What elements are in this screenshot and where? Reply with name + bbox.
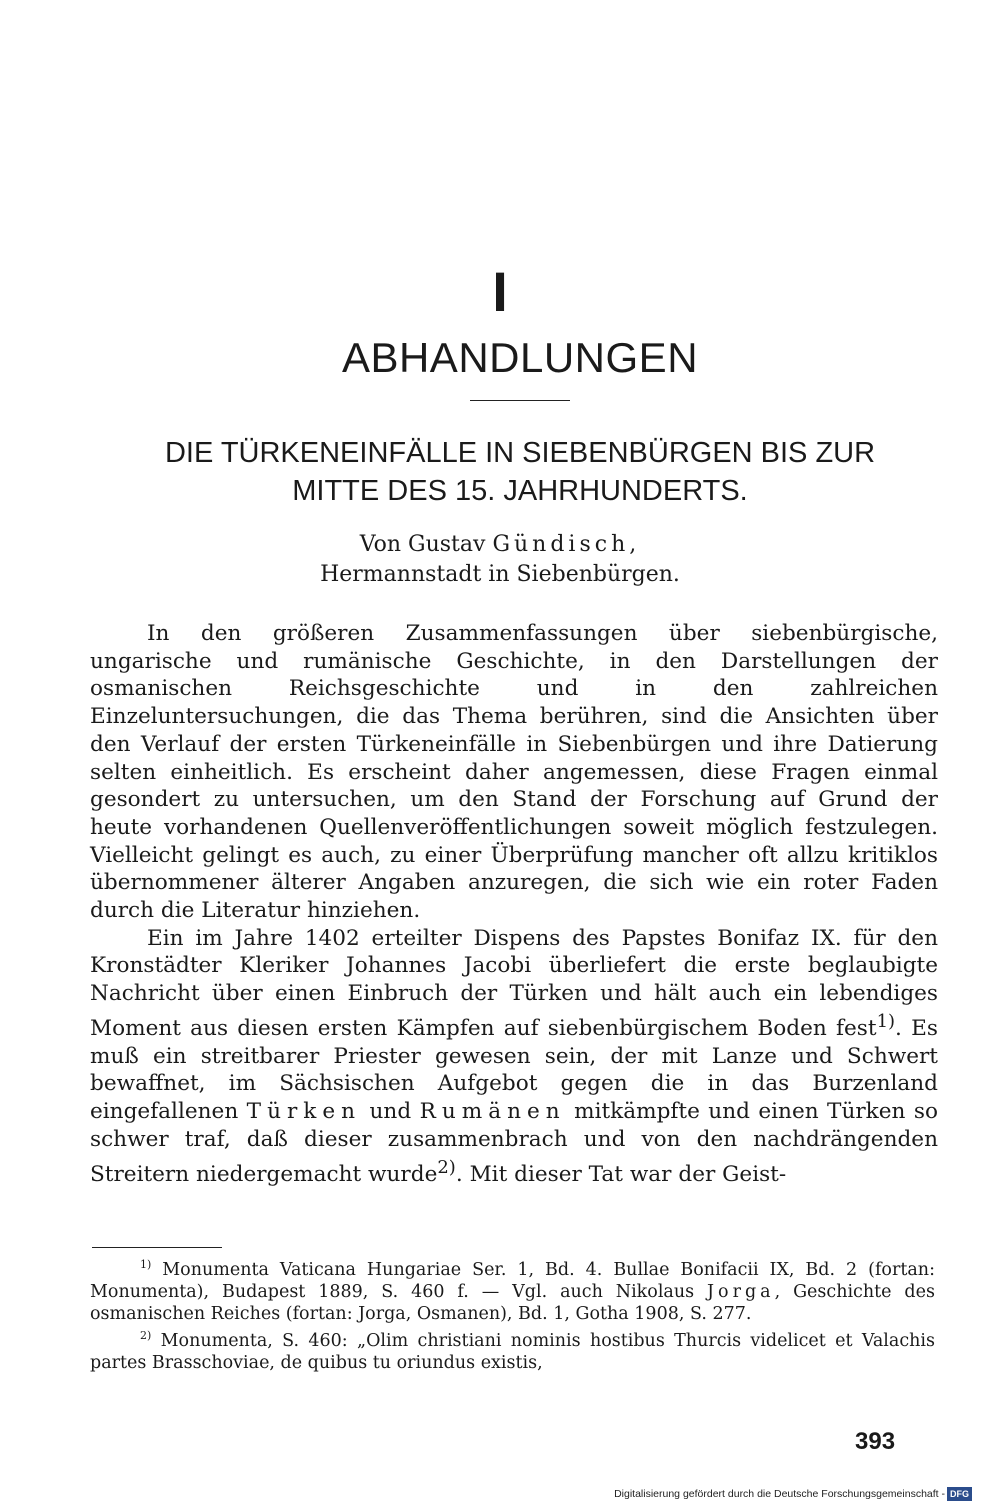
- footnote-1-part-b: , Geschichte des osmanischen Reiches (fortan: Jorga, Osmanen), Bd. 1, Gotha 1908, S. 277.: [90, 1281, 935, 1324]
- author-prefix: Von Gustav: [359, 532, 486, 557]
- author-block: [0, 530, 1000, 590]
- paragraph-2-part-d: . Mit dieser Tat war der Geist-: [455, 1161, 787, 1187]
- paragraph-1: In den größeren Zusammenfassungen über siebenbürgische, ungarische und rumänische Geschichte, in den Darstellungen der osmanischen Reichsgeschichte und in den zahlreichen Einzeluntersuchungen, die das Thema berühren, sind die Ansichten über den Verlauf der ersten Türkeneinfälle in Siebenbürgen und ihre Datierung selten einheitlich. Es erscheint daher angemessen, diese Fragen einmal gesondert zu untersuchen, um den Stand der Forschung auf Grund der heute vorhandenen Quellenveröffentlichungen soweit möglich festzulegen. Vielleicht gelingt es auch, zu einer Überprüfung mancher oft allzu kritiklos übernommener älterer Angaben anzuregen, die sich wie ein roter Faden durch die Literatur hinziehen.: [90, 621, 938, 924]
- title-divider: [470, 400, 570, 401]
- section-number: I: [492, 260, 508, 323]
- footnote-1-part-a: Monumenta Vaticana Hungariae Ser. 1, Bd. 4. Bullae Bonifacii IX, Bd. 2 (fortan: Monumenta), Budapest 1889, S. 460 f. — Vgl. auch Nikolaus: [90, 1259, 935, 1302]
- footnote-2: [90, 1325, 935, 1374]
- page-number: 393: [855, 1428, 896, 1455]
- emphasis-turken: Türken: [246, 1099, 362, 1125]
- author-location: Hermannstadt in Siebenbürgen.: [320, 562, 680, 587]
- author-surname: Gündisch,: [492, 532, 641, 557]
- paragraph-2-und: und: [369, 1099, 412, 1125]
- section-title: ABHANDLUNGEN: [341, 334, 699, 381]
- dfg-logo-icon: DFG: [947, 1487, 972, 1501]
- footnotes: [90, 1254, 935, 1374]
- footnote-2-mark: 2): [140, 1328, 152, 1342]
- footnote-ref-2: 2): [437, 1156, 456, 1178]
- digitization-credit: [614, 1487, 972, 1501]
- article-title-line-1: DIE TÜRKENEINFÄLLE IN SIEBENBÜRGEN BIS ZUR: [164, 437, 876, 469]
- emphasis-rumanen: Rumänen: [419, 1099, 566, 1125]
- article-title: [100, 434, 940, 510]
- article-title-line-2: MITTE DES 15. JAHRHUNDERTS.: [292, 475, 748, 507]
- author-name: [0, 530, 1000, 560]
- footnote-ref-1: 1): [876, 1010, 896, 1032]
- credit-text: Digitalisierung gefördert durch die Deutsche Forschungsgemeinschaft -: [614, 1488, 945, 1500]
- footnote-2-text: Monumenta, S. 460: „Olim christiani nominis hostibus Thurcis videlicet et Valachis partes Brasschoviae, de quibus tu oriundus existis,: [90, 1330, 935, 1373]
- paragraph-2-part-a: Ein im Jahre 1402 erteilter Dispens des Papstes Bonifaz IX. für den Kronstädter Kleriker Johannes Jacobi überliefert die erste beglaubigte Nachricht über einen Einbruch der Türken und hält auch ein lebendiges Moment aus diesen ersten Kämpfen auf siebenbürgischem Boden fest: [90, 925, 938, 1042]
- article-body: [90, 620, 938, 1188]
- footnote-divider: [92, 1247, 222, 1248]
- footnote-1: [90, 1254, 935, 1325]
- paragraph-2-part-b: . Es muß ein streitbarer Priester gewesen sein, der mit Lanze und Schwert bewaffnet, im Sächsischen Aufgebot gegen die in das Burzenland eingefallenen: [90, 1016, 938, 1125]
- paragraph-2-part-c: mitkämpfte und einen Türken so schwer traf, daß dieser zusammenbrach und von den nachdrängenden Streitern niedergemacht wurde: [90, 1099, 938, 1187]
- paragraph-2: [90, 925, 938, 1189]
- footnote-1-jorga: Jorga: [707, 1281, 775, 1302]
- footnote-1-mark: 1): [140, 1258, 152, 1271]
